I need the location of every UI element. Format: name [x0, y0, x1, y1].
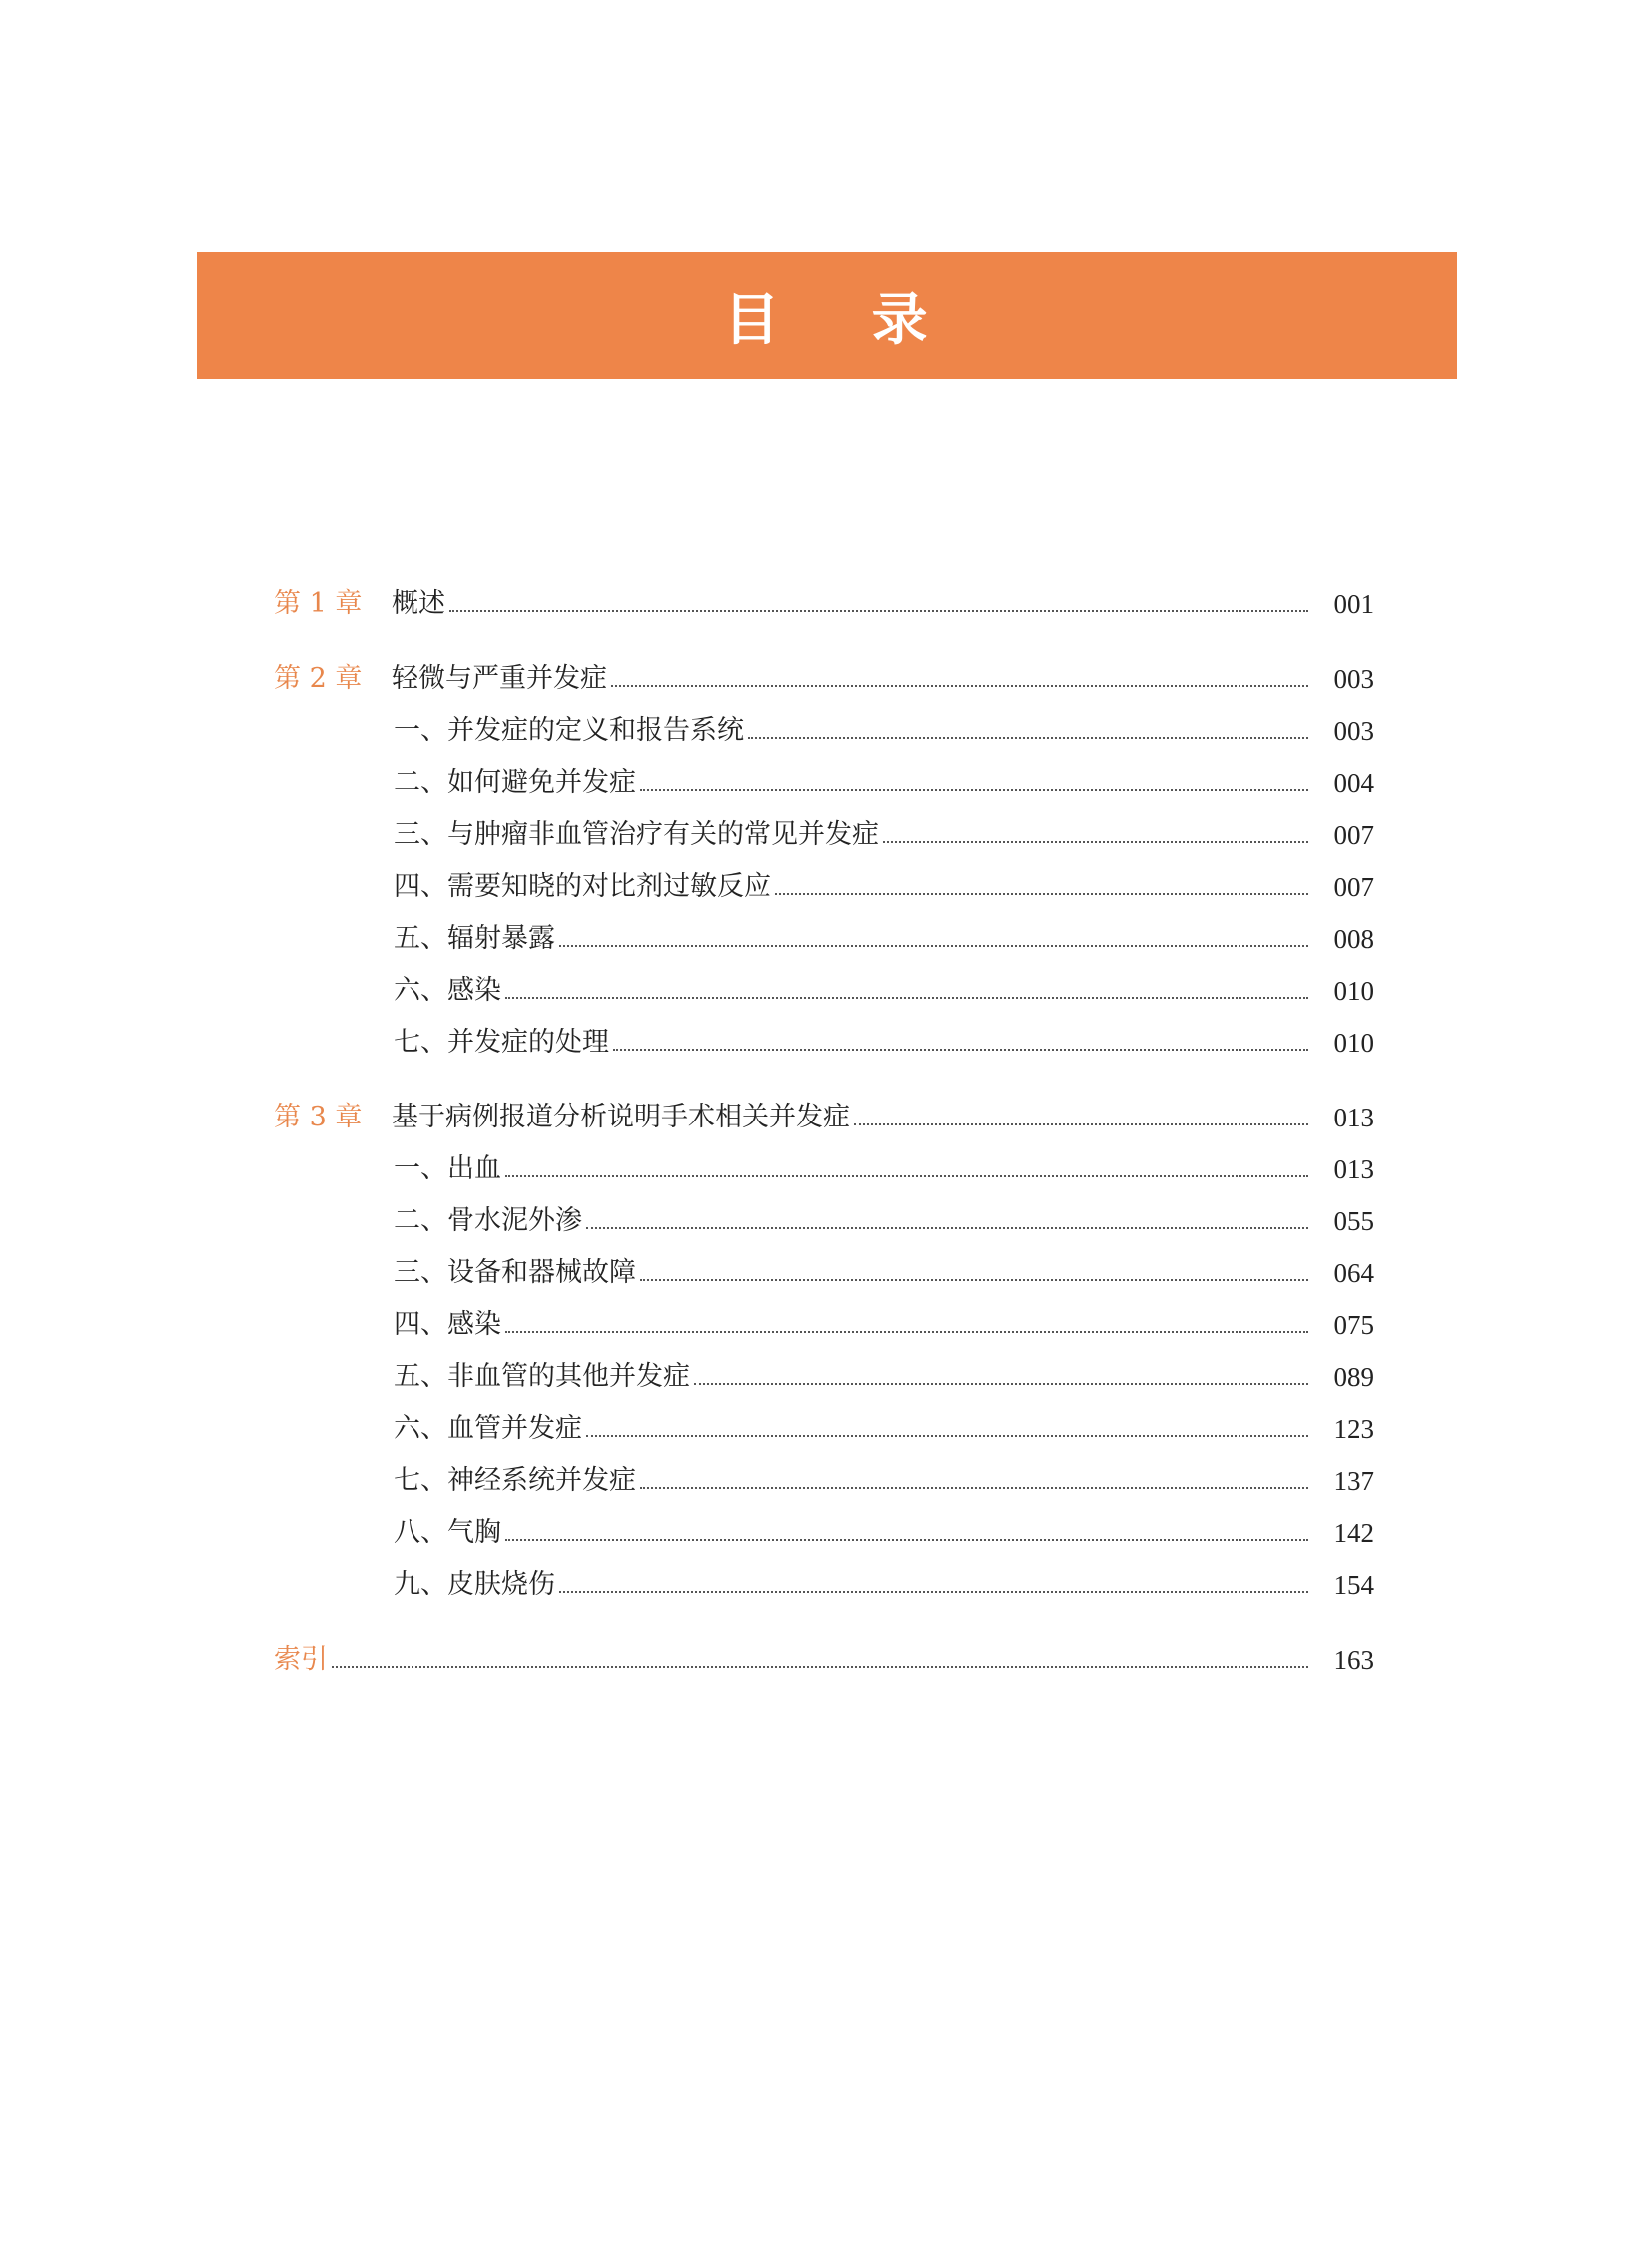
section-page: 008: [1333, 924, 1374, 954]
dot-leader: [559, 1590, 1308, 1593]
dot-leader: [449, 609, 1308, 612]
dot-leader: [640, 1486, 1308, 1489]
section-page: 137: [1333, 1466, 1374, 1496]
dot-leader: [640, 788, 1308, 791]
section-title: 二、如何避免并发症: [394, 767, 636, 798]
section-page: 064: [1333, 1258, 1374, 1288]
section-title: 六、感染: [394, 975, 501, 1006]
dot-leader: [586, 1226, 1308, 1229]
toc-chapter-1[interactable]: [274, 581, 1374, 621]
page-title: 目 录: [723, 287, 931, 353]
section-title: 三、设备和器械故障: [394, 1257, 636, 1288]
section-page: 003: [1333, 716, 1374, 746]
toc-chapter-2[interactable]: [274, 656, 1374, 696]
chapter-1-page: 001: [1333, 589, 1374, 619]
chapter-3-title: 基于病例报道分析说明手术相关并发症: [392, 1102, 850, 1132]
dot-leader: [505, 1330, 1308, 1333]
section-page: 123: [1333, 1414, 1374, 1444]
section-title: 七、神经系统并发症: [394, 1465, 636, 1496]
dot-leader: [640, 1278, 1308, 1281]
dot-leader: [505, 996, 1308, 999]
chapter-1-title: 概述: [392, 588, 445, 619]
section-page: 013: [1333, 1154, 1374, 1184]
toc-section[interactable]: [274, 1146, 1374, 1186]
dot-leader: [559, 944, 1308, 947]
section-page: 075: [1333, 1310, 1374, 1340]
dot-leader: [505, 1538, 1308, 1541]
section-title: 八、气胸: [394, 1517, 501, 1548]
toc-section[interactable]: [274, 864, 1374, 904]
toc-chapter-3[interactable]: [274, 1095, 1374, 1134]
section-title: 五、辐射暴露: [394, 923, 555, 954]
dot-leader: [883, 840, 1308, 843]
section-page: 007: [1333, 820, 1374, 850]
section-title: 四、需要知晓的对比剂过敏反应: [394, 871, 771, 902]
section-page: 089: [1333, 1362, 1374, 1392]
toc-section[interactable]: [274, 1406, 1374, 1446]
section-page: 142: [1333, 1518, 1374, 1548]
section-title: 一、并发症的定义和报告系统: [394, 715, 744, 746]
chapter-1-label: 第 1 章: [274, 588, 363, 619]
section-page: 004: [1333, 768, 1374, 798]
dot-leader: [332, 1665, 1308, 1668]
section-title: 一、出血: [394, 1153, 501, 1184]
dot-leader: [586, 1434, 1308, 1437]
toc-section[interactable]: [274, 812, 1374, 852]
title-banner: [197, 252, 1457, 379]
toc-section[interactable]: [274, 1562, 1374, 1602]
toc-section[interactable]: [274, 1458, 1374, 1498]
chapter-2-page: 003: [1333, 664, 1374, 694]
toc-index[interactable]: [274, 1637, 1374, 1677]
toc-section[interactable]: [274, 1510, 1374, 1550]
toc-section[interactable]: [274, 968, 1374, 1008]
dot-leader: [694, 1382, 1308, 1385]
chapter-2-label: 第 2 章: [274, 663, 363, 694]
section-title: 四、感染: [394, 1309, 501, 1340]
dot-leader: [748, 736, 1308, 739]
chapter-2-title: 轻微与严重并发症: [392, 663, 607, 694]
toc-section[interactable]: [274, 1302, 1374, 1342]
dot-leader: [775, 892, 1308, 895]
section-title: 二、骨水泥外渗: [394, 1205, 582, 1236]
section-title: 九、皮肤烧伤: [394, 1569, 555, 1600]
index-page: 163: [1333, 1645, 1374, 1675]
toc-section[interactable]: [274, 916, 1374, 956]
toc-section[interactable]: [274, 1198, 1374, 1238]
dot-leader: [611, 684, 1308, 687]
section-title: 三、与肿瘤非血管治疗有关的常见并发症: [394, 819, 879, 850]
section-page: 007: [1333, 872, 1374, 902]
index-title: 索引: [274, 1644, 328, 1675]
chapter-3-page: 013: [1333, 1103, 1374, 1132]
section-page: 055: [1333, 1206, 1374, 1236]
toc-section[interactable]: [274, 1250, 1374, 1290]
toc-section[interactable]: [274, 1354, 1374, 1394]
section-title: 五、非血管的其他并发症: [394, 1361, 690, 1392]
chapter-3-label: 第 3 章: [274, 1102, 363, 1132]
toc-section[interactable]: [274, 1020, 1374, 1060]
section-page: 010: [1333, 976, 1374, 1006]
section-title: 七、并发症的处理: [394, 1027, 609, 1058]
section-title: 六、血管并发症: [394, 1413, 582, 1444]
section-page: 010: [1333, 1028, 1374, 1058]
toc-section[interactable]: [274, 708, 1374, 748]
section-page: 154: [1333, 1570, 1374, 1600]
dot-leader: [854, 1122, 1308, 1125]
dot-leader: [613, 1048, 1308, 1051]
dot-leader: [505, 1174, 1308, 1177]
toc-section[interactable]: [274, 760, 1374, 800]
